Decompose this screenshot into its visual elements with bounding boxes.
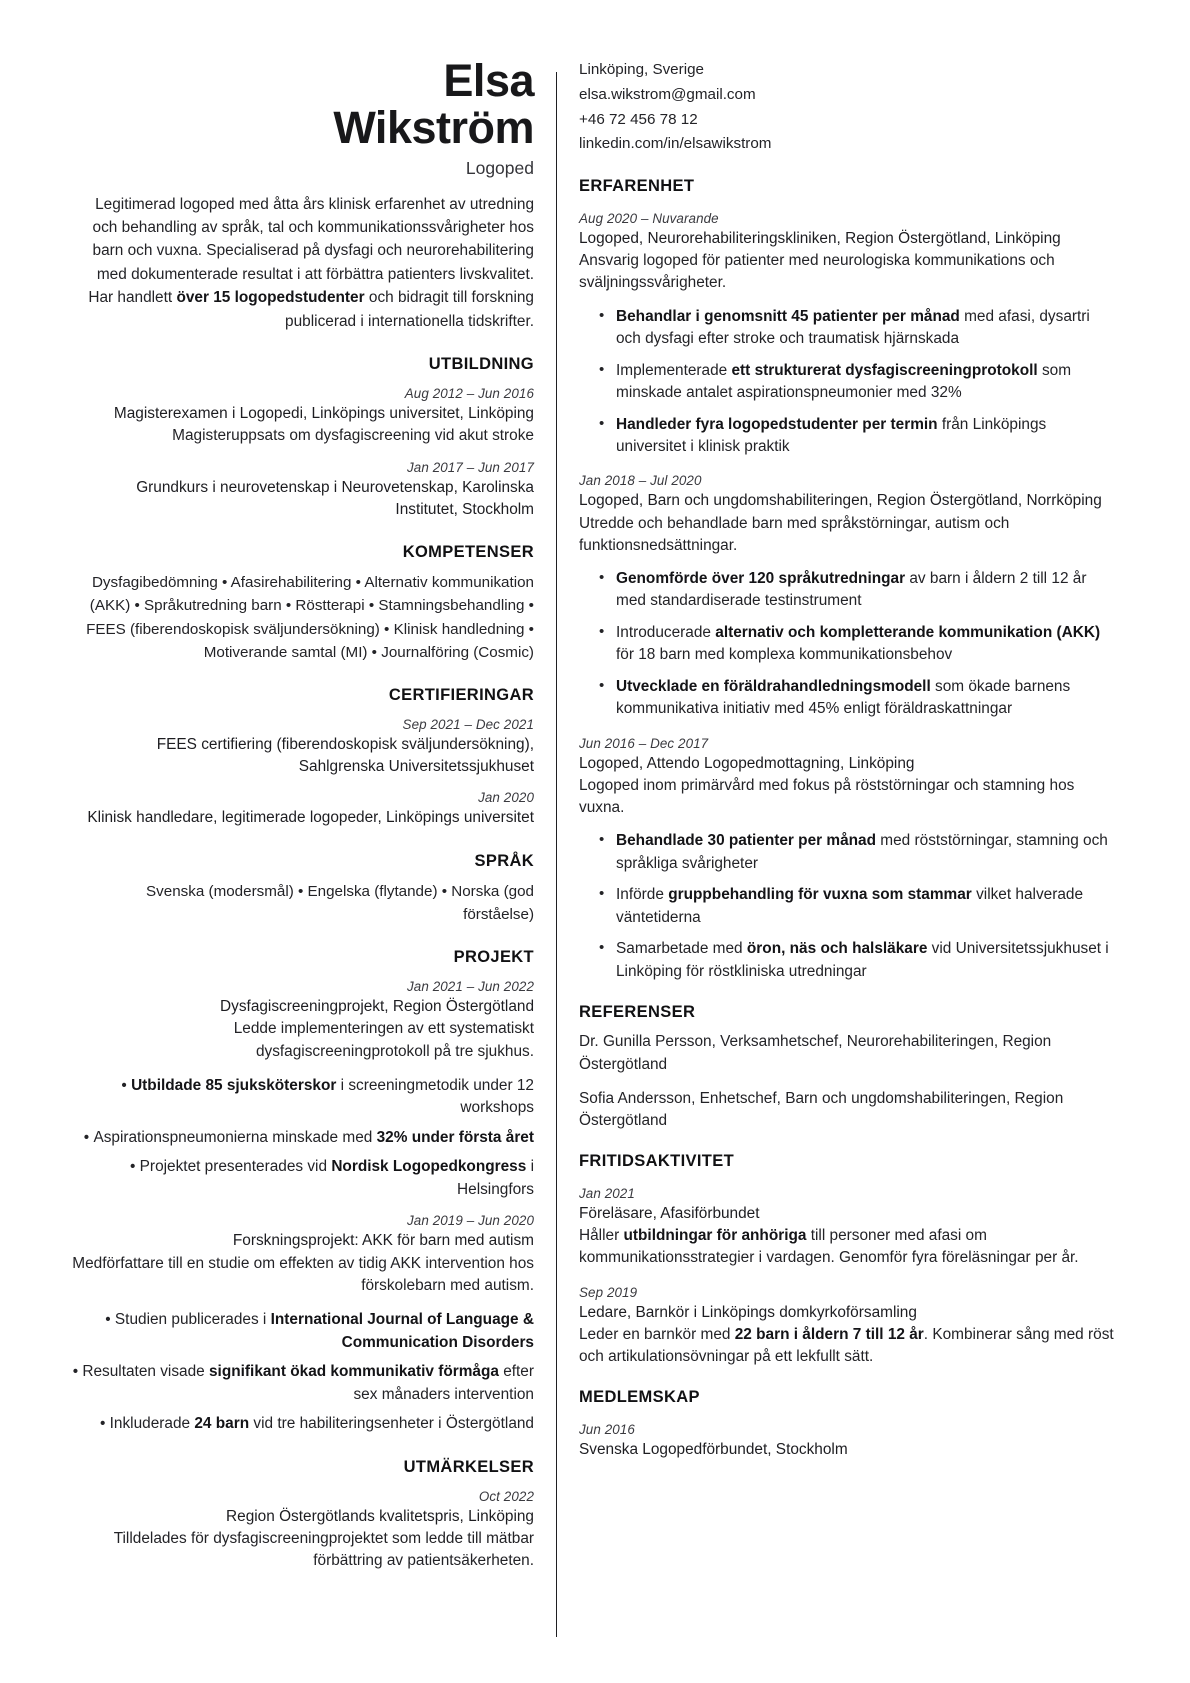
experience-bullets: [579, 568, 1118, 721]
right-column: [557, 58, 1118, 1643]
education-list: [72, 386, 534, 521]
experience-item: [579, 473, 1118, 720]
education-date: Jan 2017 – Jun 2017: [407, 459, 534, 475]
membership-item: [579, 1422, 1118, 1461]
project-bullet: • Studien publicerades i International Journal of Language & Communication Disorders: [72, 1309, 534, 1354]
leisure-item: [579, 1285, 1118, 1369]
leisure-desc: Leder en barnkör med 22 barn i åldern 7 till 12 år. Kombinerar sång med röst och artikulationsövningar på ett lekfullt sätt.: [579, 1325, 1114, 1365]
education-title: Magisterexamen i Logopedi, Linköpings universitet, Linköping: [113, 405, 534, 423]
award-title: Region Östergötlands kvalitetspris, Linköping: [226, 1507, 534, 1525]
project-desc: Ledde implementeringen av ett systematiskt dysfagiscreeningprotokoll på tre sjukhus.: [233, 1020, 534, 1060]
section-heading-leisure: FRITIDSAKTIVITET: [579, 1152, 735, 1171]
experience-date: Jun 2016 – Dec 2017: [579, 735, 709, 751]
project-bullet: • Aspirationspneumonierna minskade med 32% under första året: [72, 1127, 534, 1149]
project-bullet: • Projektet presenterades vid Nordisk Logopedkongress i Helsingfors: [72, 1156, 534, 1201]
project-bullet: • Utbildade 85 sjuksköterskor i screeningmetodik under 12 workshops: [72, 1075, 534, 1120]
leisure-list: [579, 1186, 1118, 1368]
reference-item: Dr. Gunilla Persson, Verksamhetschef, Neurorehabiliteringen, Region Östergötland: [579, 1033, 1052, 1073]
experience-item: [579, 736, 1118, 983]
contact-phone[interactable]: +46 72 456 78 12: [579, 110, 698, 128]
reference-item: Sofia Andersson, Enhetschef, Barn och ungdomshabiliteringen, Region Östergötland: [579, 1089, 1064, 1129]
section-heading-projects: PROJEKT: [453, 947, 534, 966]
project-list: [72, 979, 534, 1436]
section-heading-references: REFERENSER: [579, 1003, 696, 1022]
award-item: [72, 1489, 534, 1573]
leisure-role: Ledare, Barnkör i Linköpings domkyrkoförsamling: [579, 1303, 917, 1321]
experience-bullet: • Införde gruppbehandling för vuxna som stammar vilket halverade väntetiderna: [599, 884, 1118, 929]
project-item: [72, 1213, 534, 1435]
education-item: [72, 386, 534, 448]
education-date: Aug 2012 – Jun 2016: [404, 386, 534, 402]
project-bullet: • Inkluderade 24 barn vid tre habiliteringsenheter i Östergötland: [72, 1413, 534, 1435]
reference-list: [579, 1031, 1118, 1132]
project-title: Forskningsprojekt: AKK för barn med autism: [232, 1232, 534, 1250]
contact-linkedin[interactable]: linkedin.com/in/elsawikstrom: [579, 135, 772, 153]
project-item: [72, 979, 534, 1201]
certification-date: Jan 2020: [478, 790, 534, 806]
membership-date: Jun 2016: [579, 1422, 635, 1438]
section-heading-education: UTBILDNING: [428, 355, 534, 374]
leisure-item: [579, 1186, 1118, 1270]
first-name: Elsa: [443, 55, 534, 106]
experience-desc: Ansvarig logoped för patienter med neurologiska kommunikations och sväljningssvårigheter.: [579, 252, 1055, 292]
certification-date: Sep 2021 – Dec 2021: [402, 716, 534, 732]
experience-list: [579, 211, 1118, 983]
certification-item: [72, 790, 534, 829]
education-desc: Magisteruppsats om dysfagiscreening vid akut stroke: [172, 427, 534, 445]
experience-bullet: • Introducerade alternativ och kompletterande kommunikation (AKK) för 18 barn med komplexa kommunikationsbehov: [599, 622, 1118, 667]
certification-list: [72, 717, 534, 830]
experience-bullet: • Handleder fyra logopedstudenter per termin från Linköpings universitet i klinisk praktik: [599, 414, 1118, 459]
project-bullet: • Resultaten visade signifikant ökad kommunikativ förmåga efter sex månaders intervention: [72, 1361, 534, 1406]
project-date: Jan 2019 – Jun 2020: [407, 1213, 534, 1229]
leisure-desc: Håller utbildningar för anhöriga till personer med afasi om kommunikationsstrategier i vardagen. Genomför fyra föreläsningar per år.: [579, 1227, 1079, 1267]
experience-bullet: • Implementerade ett strukturerat dysfagiscreeningprotokoll som minskade antalet aspirationspneumonier med 32%: [599, 360, 1118, 405]
experience-bullet: • Behandlade 30 patienter per månad med röststörningar, stamning och språkliga svårigheter: [599, 830, 1118, 875]
experience-bullet: • Samarbetade med öron, näs och halsläkare vid Universitetssjukhuset i Linköping för röstkliniska utredningar: [599, 938, 1118, 983]
certification-title: FEES certifiering (fiberendoskopisk sväljundersökning), Sahlgrenska Universitetssjukhuset: [156, 735, 534, 776]
last-name: Wikström: [333, 101, 534, 153]
experience-bullet: • Behandlar i genomsnitt 45 patienter per månad med afasi, dysartri och dysfagi efter stroke och traumatisk hjärnskada: [599, 306, 1118, 351]
page-title: [72, 55, 534, 153]
left-column: [72, 55, 556, 1643]
section-heading-membership: MEDLEMSKAP: [579, 1388, 700, 1407]
experience-role: Logoped, Barn och ungdomshabiliteringen, Region Östergötland, Norrköping: [579, 492, 1102, 510]
languages-list: Svenska (modersmål) • Engelska (flytande) • Norska (god förståelse): [146, 882, 534, 923]
experience-date: Jan 2018 – Jul 2020: [579, 473, 702, 489]
experience-bullets: [579, 306, 1118, 459]
certification-title: Klinisk handledare, legitimerade logopeder, Linköpings universitet: [87, 809, 534, 827]
section-heading-awards: UTMÄRKELSER: [403, 1457, 534, 1476]
experience-bullets: [579, 830, 1118, 983]
education-item: [72, 460, 534, 522]
experience-date: Aug 2020 – Nuvarande: [579, 211, 719, 227]
experience-desc: Logoped inom primärvård med fokus på röststörningar och stamning hos vuxna.: [579, 777, 1075, 817]
membership-title: Svenska Logopedförbundet, Stockholm: [579, 1441, 848, 1459]
professional-summary: Legitimerad logoped med åtta års klinisk erfarenhet av utredning och behandling av språk, tal och kommunikationssvårigheter hos barn och vuxna. Specialiserad på dysfagi och neurorehabilitering med dokumenterade resultat i att förbättra patienters livskvalitet. Har handlett över 15 logopedstudenter och bidragit till forskning publicerad i internationella tidskrifter.: [88, 195, 534, 330]
experience-item: [579, 211, 1118, 458]
job-title: Logoped: [465, 157, 534, 178]
award-desc: Tilldelades för dysfagiscreeningprojektet som ledde till mätbar förbättring av patientsäkerheten.: [113, 1530, 534, 1570]
leisure-date: Sep 2019: [579, 1284, 638, 1300]
experience-desc: Utredde och behandlade barn med språkstörningar, autism och funktionsnedsättningar.: [579, 514, 1010, 554]
project-date: Jan 2021 – Jun 2022: [407, 978, 534, 994]
experience-bullet: • Genomförde över 120 språkutredningar av barn i åldern 2 till 12 år med standardiserade testinstrument: [599, 568, 1118, 613]
contact-block: [579, 58, 1118, 157]
project-bullets: [72, 1075, 534, 1201]
contact-location: Linköping, Sverige: [579, 61, 704, 78]
skills-list: Dysfagibedömning • Afasirehabilitering • Alternativ kommunikation (AKK) • Språkutredning barn • Röstterapi • Stamningsbehandling • FEES (fiberendoskopisk sväljundersökning) • Klinisk handledning • Motiverande samtal (MI) • Journalföring (Cosmic): [86, 574, 534, 661]
contact-email[interactable]: elsa.wikstrom@gmail.com: [579, 85, 756, 103]
section-heading-certifications: CERTIFIERINGAR: [388, 685, 534, 704]
award-date: Oct 2022: [478, 1488, 534, 1504]
experience-role: Logoped, Attendo Logopedmottagning, Linköping: [579, 754, 915, 772]
section-heading-skills: KOMPETENSER: [402, 543, 534, 562]
leisure-role: Föreläsare, Afasiförbundet: [579, 1205, 760, 1223]
experience-bullet: • Utvecklade en föräldrahandledningsmodell som ökade barnens kommunikativa initiativ med 45% enligt föräldraskattningar: [599, 676, 1118, 721]
leisure-date: Jan 2021: [579, 1186, 635, 1202]
experience-role: Logoped, Neurorehabiliteringskliniken, Region Östergötland, Linköping: [579, 230, 1061, 248]
project-bullets: [72, 1309, 534, 1435]
project-desc: Medförfattare till en studie om effekten av tidig AKK intervention hos förskolebarn med autism.: [72, 1254, 534, 1294]
section-heading-languages: SPRÅK: [474, 851, 534, 870]
certification-item: [72, 717, 534, 779]
education-title: Grundkurs i neurovetenskap i Neurovetenskap, Karolinska Institutet, Stockholm: [136, 478, 534, 519]
section-heading-experience: ERFARENHET: [579, 177, 695, 196]
project-title: Dysfagiscreeningprojekt, Region Östergötland: [220, 997, 534, 1015]
